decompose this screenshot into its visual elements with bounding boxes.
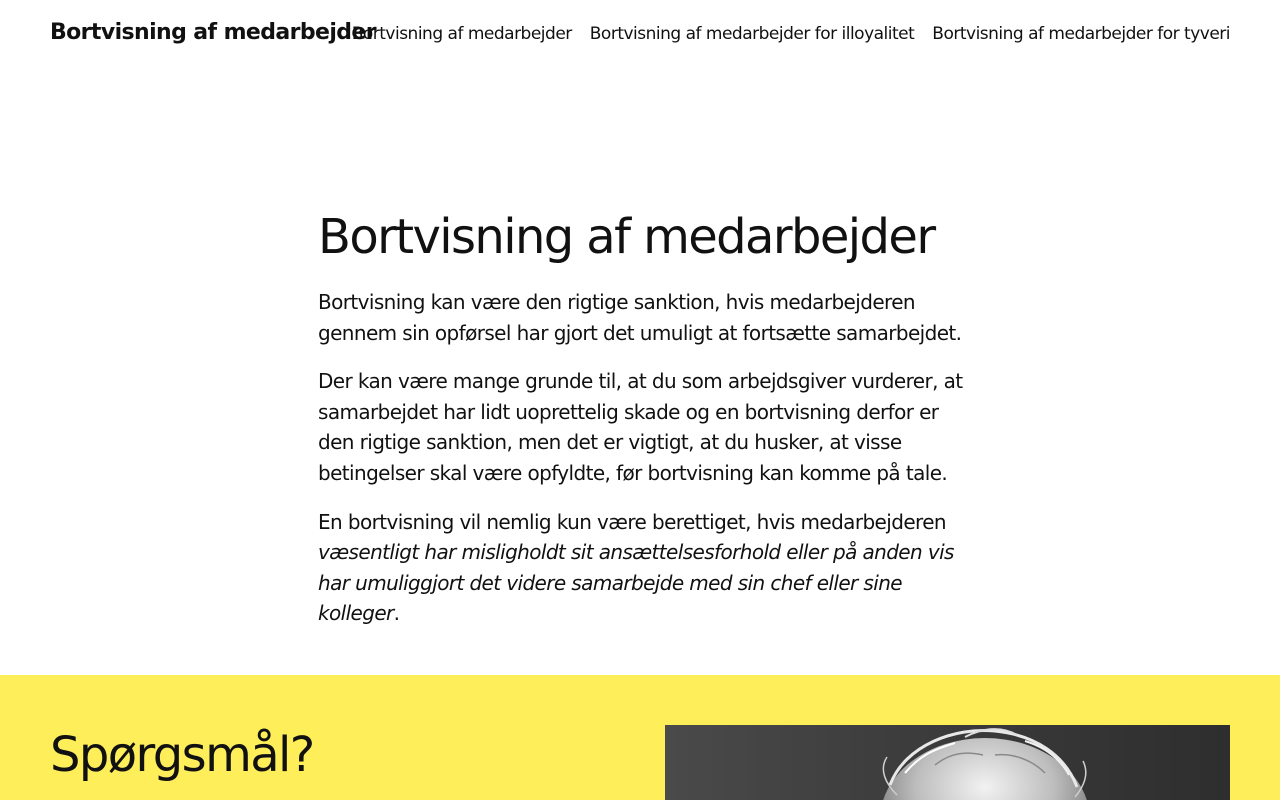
questions-section <box>0 675 1280 800</box>
condition-emphasis: væsentligt har misligholdt sit ansættelsesforhold eller på anden vis har umuliggjort det videre samarbejde med sin chef eller sine kolleger <box>318 540 954 626</box>
main-content <box>318 205 968 647</box>
nav-link-bortvisning[interactable]: Bortvisning af medarbejder <box>351 24 572 44</box>
page-title: Bortvisning af medarbejder <box>318 209 935 265</box>
nav-link-illoyalitet[interactable]: Bortvisning af medarbejder for illoyalitet <box>589 24 915 44</box>
questions-heading: Spørgsmål? <box>50 727 314 783</box>
body-paragraph: Der kan være mange grunde til, at du som arbejdsgiver vurderer, at samarbejdet har lidt uoprettelig skade og en bortvisning derfor er den rigtige sanktion, men det er vigtigt, at du husker, at visse betingelser skal være opfyldte, før bortvisning kan komme på tale. <box>318 369 963 485</box>
condition-end: . <box>393 601 400 626</box>
intro-paragraph: Bortvisning kan være den rigtige sanktion, hvis medarbejderen gennem sin opførsel har gjort det umuligt at fortsætte samarbejdet. <box>318 290 962 345</box>
site-title-link[interactable]: Bortvisning af medarbejder <box>50 20 376 45</box>
condition-paragraph <box>318 507 968 629</box>
portrait-photo-icon <box>665 725 1230 800</box>
condition-text: En bortvisning vil nemlig kun være berettiget, hvis medarbejderen <box>318 509 946 534</box>
main-nav <box>352 24 1230 44</box>
portrait-photo <box>665 725 1230 800</box>
nav-link-tyveri[interactable]: Bortvisning af medarbejder for tyveri <box>932 24 1230 44</box>
site-header <box>0 0 1280 70</box>
